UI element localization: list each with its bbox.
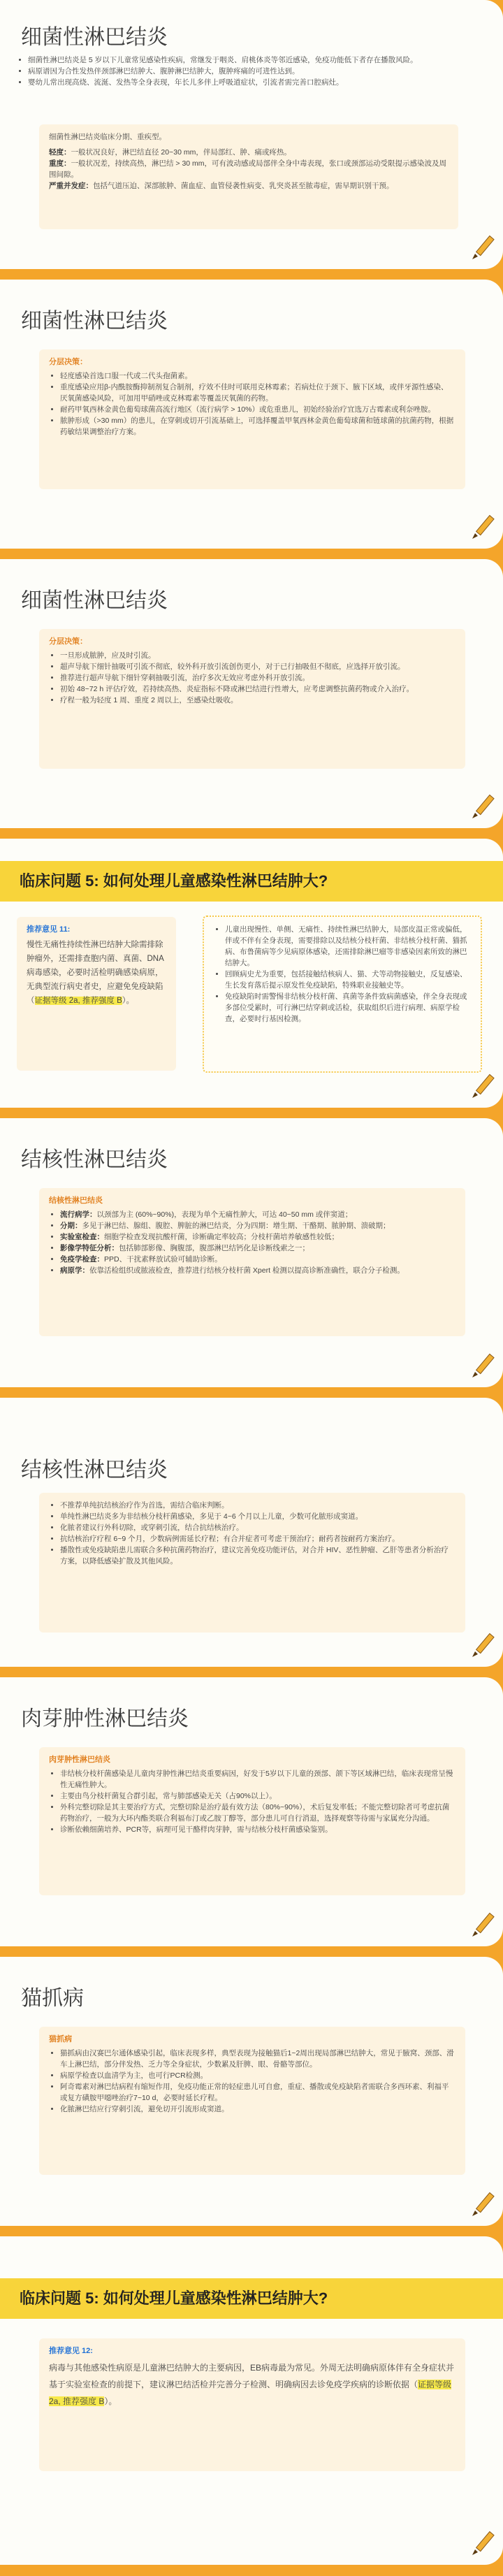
list-item: • 抗结核治疗疗程 6~9 个月，少数病例需延长疗程；有合并症者可考虑干预治疗；耐药者按耐药方案治疗。: [60, 1533, 455, 1544]
list-item: • 婴幼儿常出现高烧、流涎、发热等全身表现，年长儿多伴上呼吸道症状，引流者需完善口腔病灶。: [28, 77, 489, 88]
recommendation-label: 推荐意见 12:: [49, 2347, 93, 2355]
pencil-icon: [468, 2190, 497, 2219]
bullet-list: [17, 55, 489, 88]
list-item: • 化脓者建议行外科切除，或穿刺引流，结合抗结核治疗。: [60, 1522, 455, 1533]
list-item: • 重度感染应用β-内酰胺酶抑制剂复合制剂，疗效不佳时可联用克林霉素；若病灶位于颈下、腋下区域，或伴牙源性感染、厌氧菌感染风险，可加用甲硝唑或克林霉素等覆盖厌氧菌的药物。: [60, 382, 455, 404]
card-label: 分层决策：: [49, 637, 87, 646]
pencil-icon: [468, 1630, 497, 1660]
granulomatous-card: [39, 1747, 465, 1895]
evidence-grade: 证据等级 2a, 推荐强度 B: [49, 2380, 452, 2406]
card-label: 结核性淋巴结炎: [49, 1196, 103, 1205]
bullet-list: [49, 370, 455, 437]
list-item: • 非结核分枝杆菌感染是儿童肉芽肿性淋巴结炎重要病因，好发于5岁以下儿童的颈部、颌下等区域淋巴结，临床表现常呈慢性无痛性肿大。: [60, 1768, 455, 1790]
card-label: 分层决策：: [49, 358, 87, 366]
pencil-icon: [468, 2528, 497, 2558]
slide-title: 结核性淋巴结炎: [21, 1148, 168, 1171]
list-item: • 病原学检查以血清学为主，也可行PCR检测。: [60, 2070, 455, 2081]
card-label: 肉芽肿性淋巴结炎: [49, 1756, 110, 1764]
slide-title: 猫抓病: [21, 1987, 84, 2010]
list-item: • 耐药甲氧西林金黄色葡萄球菌高流行地区（流行病学 > 10%）或危重患儿，初始经验治疗宜选万古霉素或利奈唑胺。: [60, 404, 455, 415]
list-item: • 不推荐单纯抗结核治疗作为首选，需结合临床判断。: [60, 1500, 455, 1511]
evidence-grade: 证据等级 2a, 推荐强度 B: [34, 997, 122, 1005]
tb-treatment-card: [39, 1493, 465, 1633]
list-item: • 免疫缺陷时需警惕非结核分枝杆菌、真菌等条件致病菌感染，伴全身表现或多部位受累时，可行淋巴结穿刺或活检，获取组织后进行病理、病原学检查，必要时行基因检测。: [225, 991, 471, 1025]
staging-row: 轻度：一般状况良好，淋巴结直径 20~30 mm，伴局部红、肿、痛或疼热。: [49, 148, 291, 157]
list-item: • 细菌性淋巴结炎是 5 岁以下儿童常见感染性疾病，常继发于咽炎、肩桃体炎等邻近感染，免疫功能低下者存在播散风险。: [28, 55, 489, 66]
list-item: • 流行病学：以颈部为主 (60%~90%)，表现为单个无痛性肿大，可达 40~50 mm 或伴窦道；: [60, 1209, 455, 1220]
slide-clinical-question-5b: [0, 2236, 503, 2565]
list-item: • 化脓淋巴结应行穿刺引流，避免切开引流形成窦道。: [60, 2104, 455, 2115]
list-item: • 外科完整切除是其主要治疗方式，完整切除是治疗最有效方法（80%~90%），术后复发率低；不能完整切除者可考虑抗菌药物治疗，一般为大环内酯类联合利福布汀或乙胺丁醇等，部分患儿可自行消退，选择观察等待需与家属充分沟通。: [60, 1802, 455, 1824]
list-item: • 病原谱因为合性发热伴颈部淋巴结肿大、腹肿淋巴结肿大，腹肿疼痛的可进性达到。: [28, 66, 489, 77]
tb-detail-card: [39, 1188, 465, 1336]
slide-title: 肉芽肿性淋巴结炎: [21, 1707, 189, 1730]
staging-row: 重度：一般状况差，持续高热，淋巴结 > 30 mm，可有波动感或局部伴全身中毒表现，张口或颈部运动受限提示感染波及周围间隙。: [49, 159, 447, 179]
list-item: • 疗程一般为轻度 1 周、重度 2 周以上，至感染灶吸收。: [60, 695, 455, 706]
bullet-list: [49, 1768, 455, 1835]
list-item: • 儿童出现慢性、单侧、无痛性、持续性淋巴结肿大，局部皮温正常或偏低，伴或不伴有全身表现，需要排除以及结核分枝杆菌、非结核分枝杆菌、猫抓病、布鲁菌病等少见病原体感染，还需排除淋巴瘤等非感染因素所致的淋巴结肿大。: [225, 924, 471, 969]
slide-clinical-question-5a: [0, 839, 503, 1108]
slide-bacterial-lymphadenitis-2: [0, 280, 503, 549]
slide-title: 细菌性淋巴结炎: [21, 589, 168, 612]
slide-title: 结核性淋巴结炎: [21, 1459, 168, 1482]
pencil-icon: [468, 1071, 497, 1101]
pencil-icon: [468, 512, 497, 542]
slide-granulomatous-lymphadenitis: [0, 1677, 503, 1946]
list-item: • 一旦形成脓肿，应及时引流。: [60, 650, 455, 661]
list-item: • 推荐进行超声导航下细针穿刺抽吸引流，治疗多次无效应考虑外科开放引流。: [60, 672, 455, 683]
list-item: • 超声导航下细针抽吸可引流不彻底，较外科开放引流创伤更小，对于已行抽吸但不彻底，应选择开放引流。: [60, 661, 455, 672]
list-item: • 免疫学检查：PPD、干扰素释放试验可辅助诊断。: [60, 1254, 455, 1265]
bullet-list: [49, 1209, 455, 1276]
list-item: • 影像学特征分析：包括肺部影像、胸腹部，腹部淋巴结钙化是诊断线索之一；: [60, 1243, 455, 1254]
decision-card: [39, 349, 465, 489]
recommendation-card: [39, 2338, 465, 2471]
slide-title: 细菌性淋巴结炎: [21, 26, 168, 49]
slide-title: 细菌性淋巴结炎: [21, 310, 168, 333]
pencil-icon: [468, 792, 497, 821]
list-item: • 轻度感染首选口服一代或二代头孢菌素。: [60, 370, 455, 382]
list-item: • 播散性或免疫缺陷患儿需联合多种抗菌药物治疗，建议完善免疫功能评估，对合并 HIV、恶性肿瘤、乙肝等患者分析治疗方案，以降低感染扩散及其他风险。: [60, 1544, 455, 1567]
bullet-list: [214, 924, 471, 1025]
list-item: • 实验室检查：细胞学检查发现抗酸杆菌，诊断确定率较高；分枝杆菌培养敏感性较低；: [60, 1231, 455, 1243]
recommendation-text: 病毒与其他感染性病原是儿童淋巴结肿大的主要病因，EB病毒最为常见。外周无法明确病原体伴有全身症状并基于实验室检查的前提下，建议淋巴结活检并完善分子检测、明确病因去诊免疫学疾病的诊断依据（证据等级 2a, 推荐强度 B）。: [49, 2363, 455, 2406]
bullet-list: [49, 650, 455, 706]
list-item: • 病原学：依靠活检组织或脓液检查，推荐进行结核分枝杆菌 Xpert 检测以提高诊断准确性，联合分子检测。: [60, 1265, 455, 1276]
recommendation-text: 慢性无痛性持续性淋巴结肿大除需排除肿瘤外，还需排查胞内菌、真菌、DNA 病毒感染，必要时活检明确感染病原，无典型流行病史者史，应避免免疫缺陷（证据等级 2a, 推荐强度 B）。: [27, 941, 164, 1005]
cat-scratch-card: [39, 2027, 465, 2175]
list-item: • 诊断依赖细菌培养、PCR等，病理可见干酪样肉芽肿，需与结核分枝杆菌感染鉴别。: [60, 1824, 455, 1835]
bullet-list: [49, 1500, 455, 1567]
list-item: • 分期：多见于淋巴结、腺组、腹腔、脾脏的淋巴结炎，分为四期：增生期、干酪期、脓肿期、溃破期；: [60, 1220, 455, 1231]
card-title: 细菌性淋巴结炎临床分期、重疾型。: [49, 133, 166, 141]
list-item: • 初始 48~72 h 评估疗效，若持续高热、炎症指标不降或淋巴结进行性增大，应考虑调整抗菌药物或介入治疗。: [60, 683, 455, 695]
list-item: • 回顾病史尤为重要，包括接触结核病人、猫、犬等动物接触史，反复感染、生长发育落后提示原发性免疫缺陷，特殊职业接触史等。: [225, 969, 471, 991]
card-label: 猫抓病: [49, 2035, 72, 2043]
list-item: • 单纯性淋巴结炎多为非结核分枝杆菌感染，多见于 4~6 个月以上儿童，少数可化脓形成窦道。: [60, 1511, 455, 1522]
slide-bacterial-lymphadenitis-1: [0, 0, 503, 269]
recommendation-card: [17, 917, 176, 1071]
list-item: • 主要由鸟分枝杆菌复合群引起，常与肺部感染无关（占90%以上）。: [60, 1790, 455, 1802]
slide-cat-scratch-disease: [0, 1957, 503, 2226]
pencil-icon: [468, 1910, 497, 1939]
clinical-question-title: 临床问题 5: 如何处理儿童感染性淋巴结肿大?: [0, 861, 503, 902]
slide-tb-lymphadenitis-2: [0, 1398, 503, 1667]
pencil-icon: [468, 233, 497, 262]
explanation-card: [203, 916, 482, 1073]
list-item: • 猫抓病由汉赛巴尔通体感染引起，临床表现多样，典型表现为接触猫后1~2周出现局部淋巴结肿大，常见于腋窝、颈部、滑车上淋巴结，部分伴发热、乏力等全身症状，少数累及肝脾、眼、骨骼等部位。: [60, 2048, 455, 2070]
decision-card: [39, 629, 465, 769]
clinical-question-title: 临床问题 5: 如何处理儿童感染性淋巴结肿大?: [0, 2278, 503, 2319]
recommendation-label: 推荐意见 11:: [27, 925, 71, 934]
list-item: • 阿奇霉素对淋巴结病程有缩短作用，免疫功能正常的轻症患儿可自愈，重症、播散或免疫缺陷者需联合多西环素、利福平或复方磺胺甲噁唑治疗7~10 d，必要时延长疗程。: [60, 2081, 455, 2104]
staging-row: 严重并发症：包括气道压迫、深部脓肿、菌血症、血管侵袭性病变、乳突炎甚至脓毒症，需早期识别干预。: [49, 182, 394, 190]
slide-bacterial-lymphadenitis-3: [0, 559, 503, 828]
slide-tb-lymphadenitis-1: [0, 1118, 503, 1387]
pencil-icon: [468, 1351, 497, 1380]
bullet-list: [49, 2048, 455, 2115]
staging-card: [39, 124, 458, 229]
list-item: • 脓肿形成（>30 mm）的患儿，在穿刺或切开引流基础上，可选择覆盖甲氧西林金黄色葡萄球菌和链球菌的抗菌药物，根据药敏结果调整治疗方案。: [60, 415, 455, 437]
